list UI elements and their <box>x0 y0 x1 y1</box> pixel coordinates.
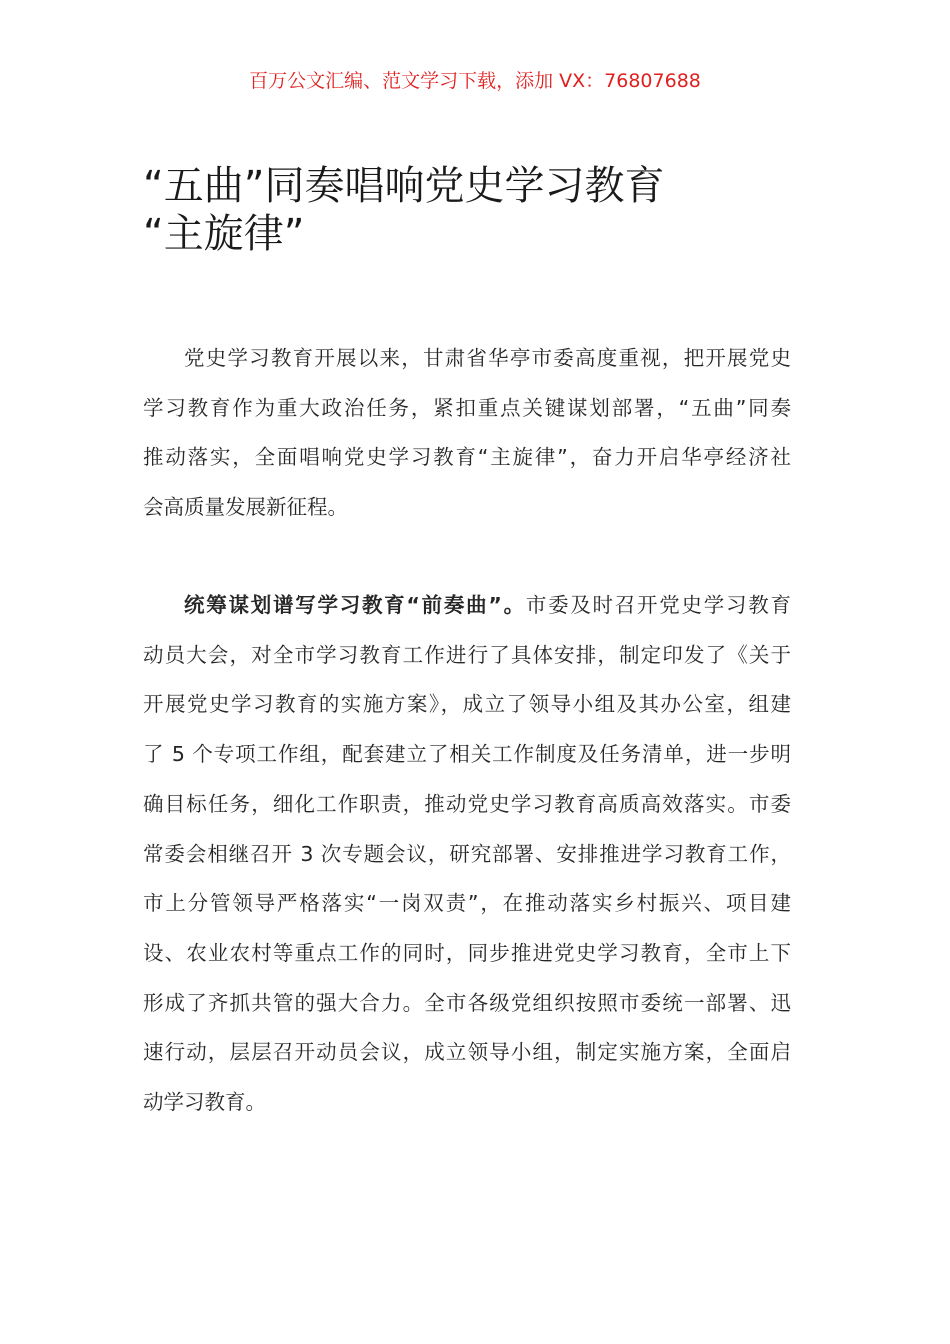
paragraph-line: 确目标任务，细化工作职责，推动党史学习教育高质高效落实。市委 <box>143 791 791 816</box>
paragraph-line: 了 5 个专项工作组，配套建立了相关工作制度及任务清单，进一步明 <box>143 742 791 767</box>
paragraph-line: 常委会相继召开 3 次专题会议，研究部署、安排推进学习教育工作， <box>143 841 791 866</box>
paragraph-first-line-text: 市委及时召开党史学习教育 <box>525 593 791 617</box>
paragraph-line: 市上分管领导严格落实“一岗双责”，在推动落实乡村振兴、项目建 <box>143 891 791 916</box>
paragraph-line: 速行动，层层召开动员会议，成立领导小组，制定实施方案，全面启 <box>143 1040 791 1065</box>
paragraph-first-line <box>143 581 791 631</box>
paragraph-prelude <box>143 581 791 1128</box>
paragraph-line: 开展党史学习教育的实施方案》，成立了领导小组及其办公室，组建 <box>143 692 791 717</box>
title-line-2: “主旋律” <box>143 211 305 257</box>
document-title <box>143 162 813 258</box>
paragraph-line: 设、农业农村等重点工作的同时，同步推进党史学习教育，全市上下 <box>143 940 791 965</box>
paragraph-line: 动学习教育。 <box>143 1090 266 1115</box>
paragraph-lead-heading: 统筹谋划谱写学习教育“前奏曲”。 <box>184 593 526 617</box>
paragraph-line: 形成了齐抓共管的强大合力。全市各级党组织按照市委统一部署、迅 <box>143 990 791 1015</box>
title-line-1: “五曲”同奏唱响党史学习教育 <box>143 163 665 209</box>
paragraph-line: 推动落实，全面唱响党史学习教育“主旋律”，奋力开启华亭经济社 <box>143 445 791 470</box>
paragraph-line: 动员大会，对全市学习教育工作进行了具体安排，制定印发了《关于 <box>143 642 791 667</box>
paragraph-line: 党史学习教育开展以来，甘肃省华亭市委高度重视，把开展党史 <box>184 346 791 370</box>
watermark-header: 百万公文汇编、范文学习下载，添加 VX：76807688 <box>249 70 701 92</box>
paragraph-line: 学习教育作为重大政治任务，紧扣重点关键谋划部署，“五曲”同奏 <box>143 395 791 420</box>
paragraph-line: 会高质量发展新征程。 <box>143 495 348 520</box>
paragraph-intro <box>143 334 791 533</box>
